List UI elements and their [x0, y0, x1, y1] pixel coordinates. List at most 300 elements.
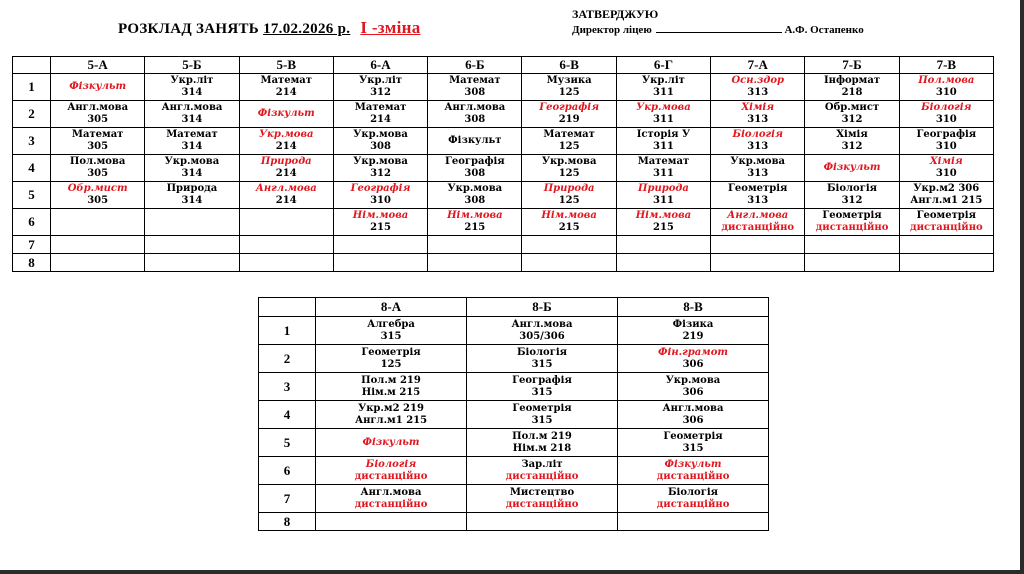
room-text: дистанційно [354, 470, 428, 482]
lesson-cell [522, 254, 616, 272]
lesson-cell [805, 254, 899, 272]
room-text: дистанційно [354, 498, 428, 510]
room-text: 315 [531, 358, 553, 370]
lesson-cell [805, 236, 899, 254]
subject-text: Пол.м 219 [512, 430, 572, 442]
subject-text: Укр.мова [665, 374, 721, 386]
class-header: 5-А [51, 57, 145, 74]
subject-text: Фізкульт [362, 436, 420, 448]
class-header: 8-Б [467, 298, 618, 317]
lesson-cell [239, 236, 333, 254]
lesson-row [13, 101, 994, 128]
lesson-cell [711, 236, 805, 254]
lesson-cell [145, 254, 239, 272]
lesson-cell [145, 236, 239, 254]
subject-text: Математ [449, 75, 501, 86]
class-header: 6-В [522, 57, 616, 74]
subject-text: Природа [166, 183, 218, 194]
room-text: 305/306 [519, 330, 565, 342]
subject-text: Хімія [836, 129, 868, 140]
room-text: 218 [841, 87, 863, 98]
room-text: 308 [464, 195, 486, 206]
lesson-cell [805, 128, 899, 155]
subject-text: Укр.мова [541, 156, 597, 167]
room-text: 305 [87, 168, 109, 179]
lesson-cell [467, 317, 618, 345]
lesson-cell [316, 373, 467, 401]
lesson-cell [467, 513, 618, 531]
room-text: 125 [558, 141, 580, 152]
class-header: 7-В [899, 57, 993, 74]
lesson-cell [711, 128, 805, 155]
class-header: 8-В [618, 298, 769, 317]
room-text: 312 [370, 87, 391, 98]
lesson-cell [616, 209, 710, 236]
subject-text: Нім.мова [541, 210, 597, 221]
room-text: 125 [380, 358, 402, 370]
room-text: 310 [370, 195, 391, 206]
subject-text: Укр.м2 306 [913, 183, 980, 194]
lesson-cell [333, 101, 427, 128]
room-text: 306 [682, 386, 704, 398]
lesson-cell [316, 401, 467, 429]
subject-text: Обр.мист [67, 183, 128, 194]
lesson-number: 2 [13, 101, 51, 128]
subject-text: Біологія [516, 346, 568, 358]
schedule-table-grade-8 [258, 297, 769, 531]
room-text: 315 [682, 442, 704, 454]
lesson-cell [51, 74, 145, 101]
lesson-cell [522, 236, 616, 254]
lesson-row [259, 373, 769, 401]
lesson-cell [467, 457, 618, 485]
subject-text: Укр.мова [730, 156, 786, 167]
lesson-row [13, 74, 994, 101]
room-text: 214 [370, 114, 391, 125]
room-text: 215 [464, 222, 486, 233]
lesson-cell [316, 317, 467, 345]
subject-text: Математ [71, 129, 124, 140]
subject-text: Географія [512, 374, 572, 386]
subject-text: Англ.мова [444, 102, 506, 113]
lesson-cell [899, 101, 993, 128]
subject-text: Біологія [826, 183, 878, 194]
lesson-cell [467, 345, 618, 373]
lesson-cell [316, 429, 467, 457]
room-text: 308 [464, 168, 486, 179]
room-text: 311 [652, 168, 674, 179]
subject-text: Укр.літ [359, 75, 402, 86]
subject-text: Пол.мова [918, 75, 975, 86]
lesson-cell [522, 128, 616, 155]
subject-text: Біологія [365, 458, 417, 470]
lesson-cell [51, 155, 145, 182]
room-text: 215 [370, 222, 391, 233]
lesson-number: 4 [259, 401, 316, 429]
room-text: 312 [841, 114, 863, 125]
room-text: 313 [747, 141, 769, 152]
lesson-number: 5 [13, 182, 51, 209]
room-text: Англ.м1 215 [354, 414, 428, 426]
subject-text: Англ.мова [511, 318, 573, 330]
lesson-cell [899, 254, 993, 272]
lesson-cell [618, 485, 769, 513]
lesson-cell [711, 155, 805, 182]
room-text: Нім.м 218 [512, 442, 572, 454]
lesson-cell [616, 101, 710, 128]
lesson-number: 6 [259, 457, 316, 485]
lesson-cell [428, 155, 522, 182]
subject-text: Укр.літ [642, 75, 685, 86]
subject-text: Математ [543, 129, 595, 140]
subject-text: Фізкульт [664, 458, 722, 470]
lesson-cell [467, 485, 618, 513]
lesson-cell [618, 513, 769, 531]
lesson-cell [522, 101, 616, 128]
room-text: Англ.м1 215 [910, 195, 983, 206]
subject-text: Фізкульт [823, 162, 881, 173]
subject-text: Нім.мова [635, 210, 692, 221]
subject-text: Математ [260, 75, 312, 86]
subject-text: Фін.грамот [658, 346, 728, 358]
lesson-number: 7 [259, 485, 316, 513]
lesson-cell [333, 236, 427, 254]
room-text: дистанційно [721, 222, 795, 233]
subject-text: Укр.м2 219 [358, 402, 424, 414]
subject-text: Укр.мова [353, 129, 408, 140]
lesson-cell [316, 513, 467, 531]
room-text: 314 [181, 114, 203, 125]
director-name: А.Ф. Остапенко [784, 24, 864, 36]
lesson-row [13, 128, 994, 155]
room-text: 313 [747, 195, 769, 206]
lesson-cell [316, 485, 467, 513]
lesson-cell [899, 209, 993, 236]
room-text: 308 [464, 114, 486, 125]
lesson-number: 8 [259, 513, 316, 531]
class-header: 8-А [316, 298, 467, 317]
room-text: дистанційно [505, 470, 579, 482]
subject-text: Англ.мова [360, 486, 422, 498]
lesson-cell [239, 128, 333, 155]
subject-text: Інформат [824, 75, 881, 86]
room-text: 311 [652, 87, 674, 98]
subject-text: Осн.здор [731, 75, 785, 86]
class-header: 6-Б [428, 57, 522, 74]
lesson-cell [333, 182, 427, 209]
lesson-row [259, 401, 769, 429]
lesson-cell [145, 182, 239, 209]
lesson-number: 4 [13, 155, 51, 182]
lesson-row [13, 155, 994, 182]
lesson-cell [239, 209, 333, 236]
lesson-cell [899, 74, 993, 101]
lesson-cell [239, 155, 333, 182]
room-text: 214 [275, 87, 297, 98]
lesson-number: 3 [13, 128, 51, 155]
lesson-row [259, 429, 769, 457]
lesson-cell [522, 74, 616, 101]
lesson-cell [616, 254, 710, 272]
subject-text: Фізика [672, 318, 714, 330]
lesson-number: 5 [259, 429, 316, 457]
room-text: 306 [682, 414, 704, 426]
lesson-cell [467, 373, 618, 401]
signature-line [656, 23, 782, 33]
lesson-cell [711, 101, 805, 128]
lesson-cell [899, 128, 993, 155]
subject-text: Біологія [921, 102, 972, 113]
room-text: Нім.м 215 [361, 386, 421, 398]
room-text: 311 [652, 141, 674, 152]
subject-text: Нім.мова [447, 210, 503, 221]
subject-text: Географія [539, 102, 600, 113]
lesson-cell [616, 74, 710, 101]
room-text: 314 [181, 195, 203, 206]
lesson-row [259, 317, 769, 345]
lesson-row [13, 182, 994, 209]
lesson-cell [428, 236, 522, 254]
lesson-cell [51, 236, 145, 254]
lesson-cell [467, 429, 618, 457]
subject-text: Укр.мова [447, 183, 503, 194]
room-text: 308 [464, 87, 486, 98]
lesson-cell [145, 209, 239, 236]
room-text: 310 [935, 141, 957, 152]
class-header: 5-Б [145, 57, 239, 74]
subject-text: Математ [354, 102, 407, 113]
room-text: 125 [558, 87, 580, 98]
lesson-cell [711, 209, 805, 236]
subject-text: Нім.мова [352, 210, 409, 221]
room-text: 315 [531, 386, 553, 398]
lesson-row [259, 513, 769, 531]
lesson-cell [333, 155, 427, 182]
lesson-cell [333, 74, 427, 101]
subject-text: Алгебра [367, 318, 415, 330]
subject-text: Укр.мова [164, 156, 220, 167]
lesson-row [259, 485, 769, 513]
subject-text: Англ.мова [255, 183, 317, 194]
lesson-cell [616, 128, 710, 155]
subject-text: Укр.мова [258, 129, 314, 140]
lesson-cell [618, 401, 769, 429]
subject-text: Англ.мова [67, 102, 129, 113]
subject-text: Пол.мова [69, 156, 126, 167]
lesson-row [259, 345, 769, 373]
lesson-cell [711, 182, 805, 209]
lesson-cell [899, 236, 993, 254]
class-header: 7-А [711, 57, 805, 74]
lesson-cell [145, 74, 239, 101]
room-text: 214 [275, 168, 297, 179]
lesson-number: 3 [259, 373, 316, 401]
subject-text: Мистецтво [509, 486, 575, 498]
lesson-cell [805, 182, 899, 209]
room-text: дистанційно [909, 222, 983, 233]
room-text: 313 [747, 87, 769, 98]
subject-text: Біологія [667, 486, 719, 498]
room-text: 215 [652, 222, 674, 233]
lesson-cell [428, 74, 522, 101]
lesson-cell [899, 182, 993, 209]
subject-text: Обр.мист [824, 102, 880, 113]
lesson-cell [805, 101, 899, 128]
approval-block [572, 6, 864, 38]
lesson-cell [618, 457, 769, 485]
subject-text: Зар.літ [521, 458, 563, 470]
subject-text: Природа [638, 183, 689, 194]
lesson-cell [428, 254, 522, 272]
room-text: 311 [652, 114, 674, 125]
subject-text: Пол.м 219 [361, 374, 421, 386]
room-text: 313 [747, 168, 769, 179]
lesson-cell [616, 155, 710, 182]
room-text: 312 [841, 195, 863, 206]
lesson-cell [51, 101, 145, 128]
subject-text: Геометрія [822, 210, 882, 221]
room-text: 125 [558, 195, 580, 206]
lesson-cell [239, 101, 333, 128]
room-text: 125 [558, 168, 580, 179]
lesson-cell [428, 209, 522, 236]
class-header: 6-А [333, 57, 427, 74]
room-text: 305 [87, 195, 109, 206]
room-text: дистанційно [815, 222, 889, 233]
room-text: дистанційно [656, 470, 730, 482]
subject-text: Хімія [741, 102, 775, 113]
subject-text: Географія [916, 129, 977, 140]
subject-text: Геометрія [361, 346, 421, 358]
lesson-cell [522, 182, 616, 209]
subject-text: Фізкульт [69, 81, 127, 92]
lesson-cell [616, 182, 710, 209]
lesson-cell [805, 155, 899, 182]
lesson-number: 1 [13, 74, 51, 101]
room-text: 219 [558, 114, 580, 125]
lesson-row [13, 254, 994, 272]
lesson-number: 1 [259, 317, 316, 345]
lesson-number: 8 [13, 254, 51, 272]
approve-heading: ЗАТВЕРДЖУЮ [572, 7, 659, 21]
schedule-date: 17.02.2026 р. [263, 21, 351, 37]
lesson-cell [333, 209, 427, 236]
corner-cell [13, 57, 51, 74]
lesson-cell [145, 101, 239, 128]
lesson-cell [805, 209, 899, 236]
lesson-cell [618, 345, 769, 373]
lesson-number: 2 [259, 345, 316, 373]
lesson-cell [239, 74, 333, 101]
lesson-cell [618, 373, 769, 401]
subject-text: Фізкульт [448, 135, 502, 146]
lesson-cell [239, 182, 333, 209]
lesson-row [13, 209, 994, 236]
room-text: 310 [935, 114, 957, 125]
subject-text: Хімія [929, 156, 963, 167]
lesson-cell [467, 401, 618, 429]
lesson-cell [711, 74, 805, 101]
room-text: 214 [275, 195, 297, 206]
subject-text: Англ.мова [161, 102, 223, 113]
room-text: дистанційно [656, 498, 730, 510]
lesson-cell [618, 317, 769, 345]
room-text: 312 [370, 168, 391, 179]
subject-text: Історія У [636, 129, 691, 140]
room-text: 313 [747, 114, 769, 125]
subject-text: Англ.мова [662, 402, 724, 414]
lesson-cell [711, 254, 805, 272]
room-text: 315 [531, 414, 553, 426]
subject-text: Геометрія [728, 183, 788, 194]
subject-text: Математ [637, 156, 690, 167]
lesson-cell [428, 101, 522, 128]
shift-label: І -зміна [360, 18, 421, 37]
lesson-cell [239, 254, 333, 272]
lesson-cell [51, 182, 145, 209]
subject-text: Англ.мова [727, 210, 789, 221]
subject-text: Природа [260, 156, 312, 167]
room-text: 305 [87, 141, 109, 152]
room-text: 314 [181, 168, 203, 179]
class-header: 5-В [239, 57, 333, 74]
schedule-table-grades-5-7 [12, 56, 994, 272]
schedule-title [118, 18, 421, 38]
lesson-cell [522, 209, 616, 236]
subject-text: Математ [166, 129, 218, 140]
lesson-number: 7 [13, 236, 51, 254]
lesson-cell [51, 128, 145, 155]
title-text: РОЗКЛАД ЗАНЯТЬ [118, 21, 259, 37]
lesson-cell [616, 236, 710, 254]
room-text: 311 [652, 195, 674, 206]
subject-text: Біологія [732, 129, 783, 140]
lesson-row [13, 236, 994, 254]
subject-text: Укр.літ [170, 75, 214, 86]
lesson-cell [316, 457, 467, 485]
room-text: 308 [370, 141, 391, 152]
room-text: 306 [682, 358, 704, 370]
subject-text: Географія [444, 156, 505, 167]
lesson-cell [333, 128, 427, 155]
room-text: 305 [87, 114, 109, 125]
room-text: 312 [841, 141, 863, 152]
lesson-cell [899, 155, 993, 182]
subject-text: Укр.мова [353, 156, 408, 167]
lesson-cell [316, 345, 467, 373]
room-text: 214 [275, 141, 297, 152]
lesson-cell [333, 254, 427, 272]
subject-text: Геометрія [916, 210, 976, 221]
subject-text: Фізкульт [257, 108, 315, 119]
room-text: 215 [558, 222, 580, 233]
room-text: 314 [181, 87, 203, 98]
lesson-cell [805, 74, 899, 101]
lesson-cell [428, 128, 522, 155]
class-header: 6-Г [616, 57, 710, 74]
lesson-cell [522, 155, 616, 182]
lesson-cell [145, 128, 239, 155]
room-text: 315 [380, 330, 402, 342]
subject-text: Геометрія [512, 402, 572, 414]
subject-text: Укр.мова [636, 102, 691, 113]
lesson-cell [618, 429, 769, 457]
subject-text: Природа [543, 183, 595, 194]
subject-text: Геометрія [663, 430, 723, 442]
corner-cell [259, 298, 316, 317]
lesson-cell [51, 209, 145, 236]
room-text: 310 [935, 87, 957, 98]
